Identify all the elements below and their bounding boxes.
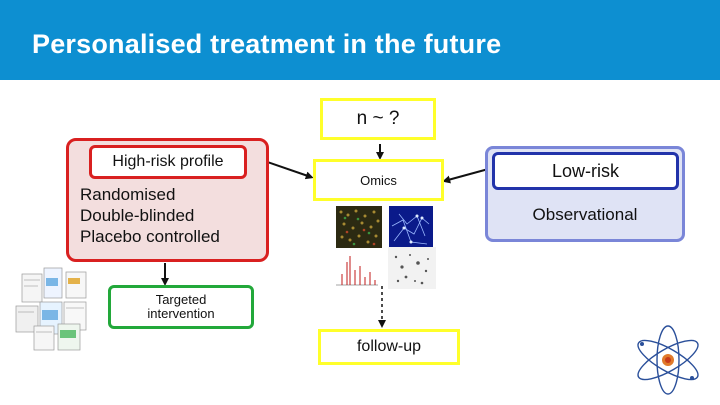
double-blinded-label: Double-blinded [80, 206, 195, 225]
randomised-label: Randomised [80, 185, 176, 204]
omics-box [313, 159, 444, 201]
high-risk-trial-design [80, 184, 220, 247]
placebo-controlled-label: Placebo controlled [80, 227, 220, 246]
low-risk-box [492, 152, 679, 190]
follow-up-box [318, 329, 460, 365]
intervention-label: intervention [147, 306, 215, 321]
microarray-image [336, 206, 382, 248]
targeted-intervention-box [108, 285, 254, 329]
mass-spectrum-image [334, 252, 380, 288]
sample-size-box [320, 98, 436, 140]
documents-collage [14, 266, 104, 352]
atom-logo [628, 322, 708, 398]
follow-up-label: follow-up [356, 338, 422, 355]
omics-label: Omics [360, 172, 397, 188]
sample-size-label: n ~ ? [356, 108, 400, 129]
targeted-label: Targeted [155, 292, 207, 307]
observational-label: Observational [532, 205, 638, 224]
high-risk-profile-box [89, 145, 247, 179]
low-risk-label: Low-risk [551, 160, 619, 181]
page-title: Personalised treatment in the future [32, 29, 502, 59]
network-image [389, 206, 433, 248]
high-risk-profile-label: High-risk profile [112, 153, 224, 170]
gel-image [388, 247, 436, 289]
